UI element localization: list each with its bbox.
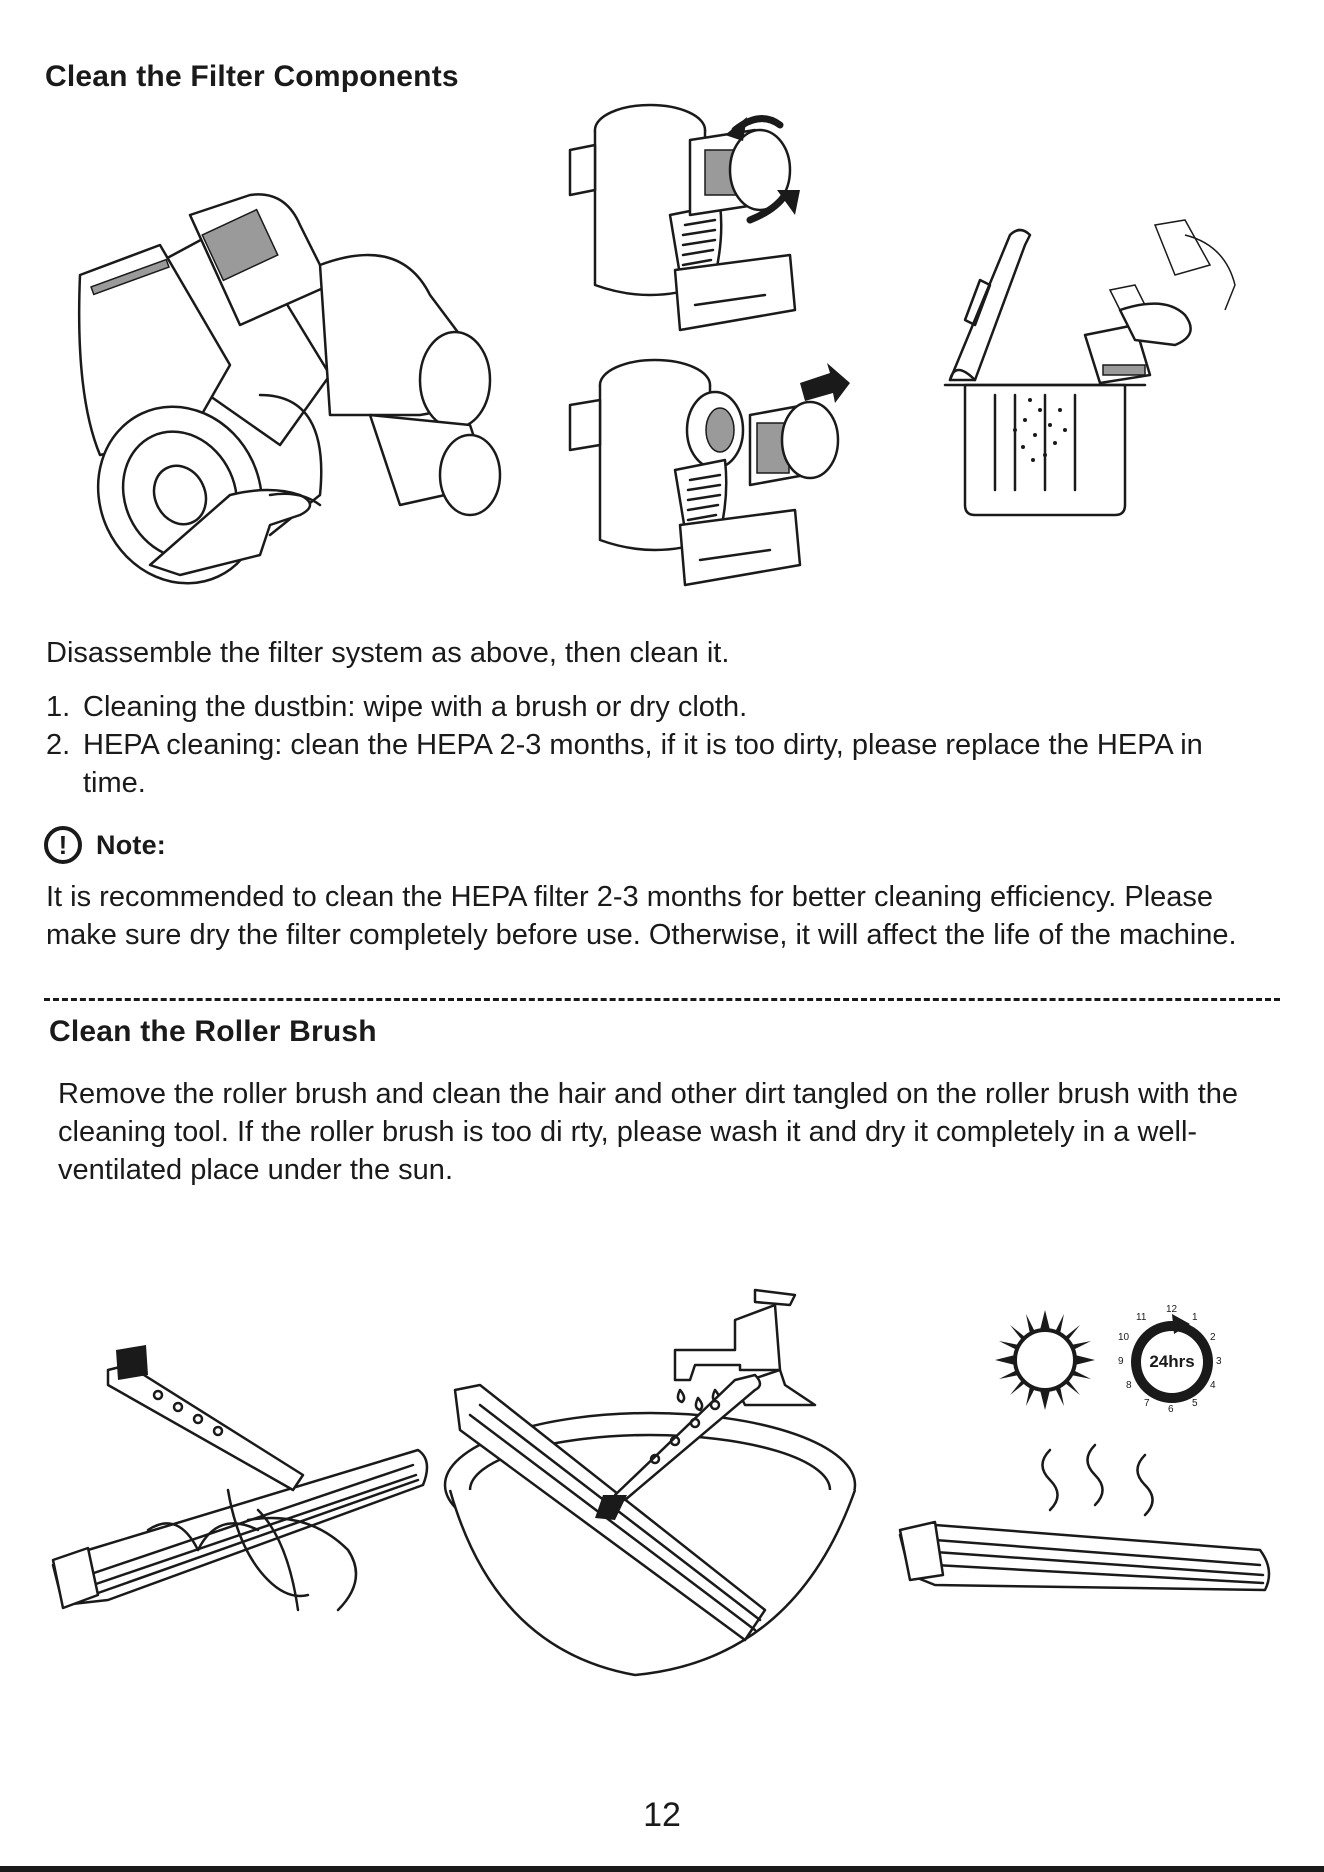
- clock-number: 5: [1192, 1398, 1198, 1409]
- step-number: 1.: [46, 691, 71, 723]
- filter-cleaning-steps: [46, 688, 1286, 802]
- note-label: Note:: [96, 829, 166, 860]
- clock-number: 2: [1210, 1332, 1216, 1343]
- clock-number: 11: [1136, 1312, 1147, 1323]
- clock-number: 6: [1168, 1404, 1174, 1415]
- page-number: 12: [643, 1796, 681, 1834]
- step-number: 2.: [46, 729, 71, 761]
- clock-number: 4: [1210, 1380, 1216, 1391]
- note-text: It is recommended to clean the HEPA filter 2-3 months for better cleaning efficiency. Please make sure dry the filter completely before use. Otherwise, it will affect the life of the machine.: [46, 881, 1237, 951]
- section-divider: [44, 998, 1280, 1001]
- clock-number: 3: [1216, 1356, 1222, 1367]
- clock-number: 10: [1118, 1332, 1130, 1343]
- tap-filter-over-bin-illustration: [935, 215, 1250, 520]
- sun-icon: [995, 1310, 1095, 1410]
- clock-number: 1: [1192, 1312, 1198, 1323]
- roller-brush-washing-illustration: [435, 1290, 880, 1680]
- clock-number: 7: [1144, 1398, 1150, 1409]
- filter-intro-text: Disassemble the filter system as above, then clean it.: [46, 637, 730, 669]
- roller-brush-cleaning-tool-illustration: [48, 1350, 428, 1620]
- page-bottom-rule: [0, 1866, 1324, 1872]
- step-text: HEPA cleaning: clean the HEPA 2-3 months, if it is too dirty, please replace the HEPA in time.: [83, 729, 1203, 799]
- section-title-filter: Clean the Filter Components: [45, 60, 459, 93]
- clock-center-label: 24hrs: [1149, 1352, 1195, 1371]
- roller-brush-drying-illustration: [895, 1440, 1275, 1620]
- section-title-roller-brush: Clean the Roller Brush: [49, 1015, 377, 1048]
- note-heading: [44, 826, 166, 864]
- exclamation-icon: !: [44, 826, 82, 864]
- roller-brush-text: Remove the roller brush and clean the hair and other dirt tangled on the roller brush with the cleaning tool. If the roller brush is too di rty, please wash it and dry it completely in a well-ventilated place under the sun.: [58, 1078, 1239, 1186]
- list-item: [46, 688, 1286, 726]
- step-text: Cleaning the dustbin: wipe with a brush or dry cloth.: [83, 691, 748, 723]
- vacuum-remove-filter-illustration: [565, 355, 855, 595]
- list-item: [46, 726, 1223, 802]
- vacuum-rotate-filter-illustration: [575, 95, 825, 345]
- clock-number: 9: [1118, 1356, 1124, 1367]
- clock-24hrs-icon: [1112, 1302, 1232, 1422]
- vacuum-dustbin-open-illustration: [70, 195, 500, 575]
- clock-number: 12: [1166, 1304, 1178, 1315]
- clock-number: 8: [1126, 1380, 1132, 1391]
